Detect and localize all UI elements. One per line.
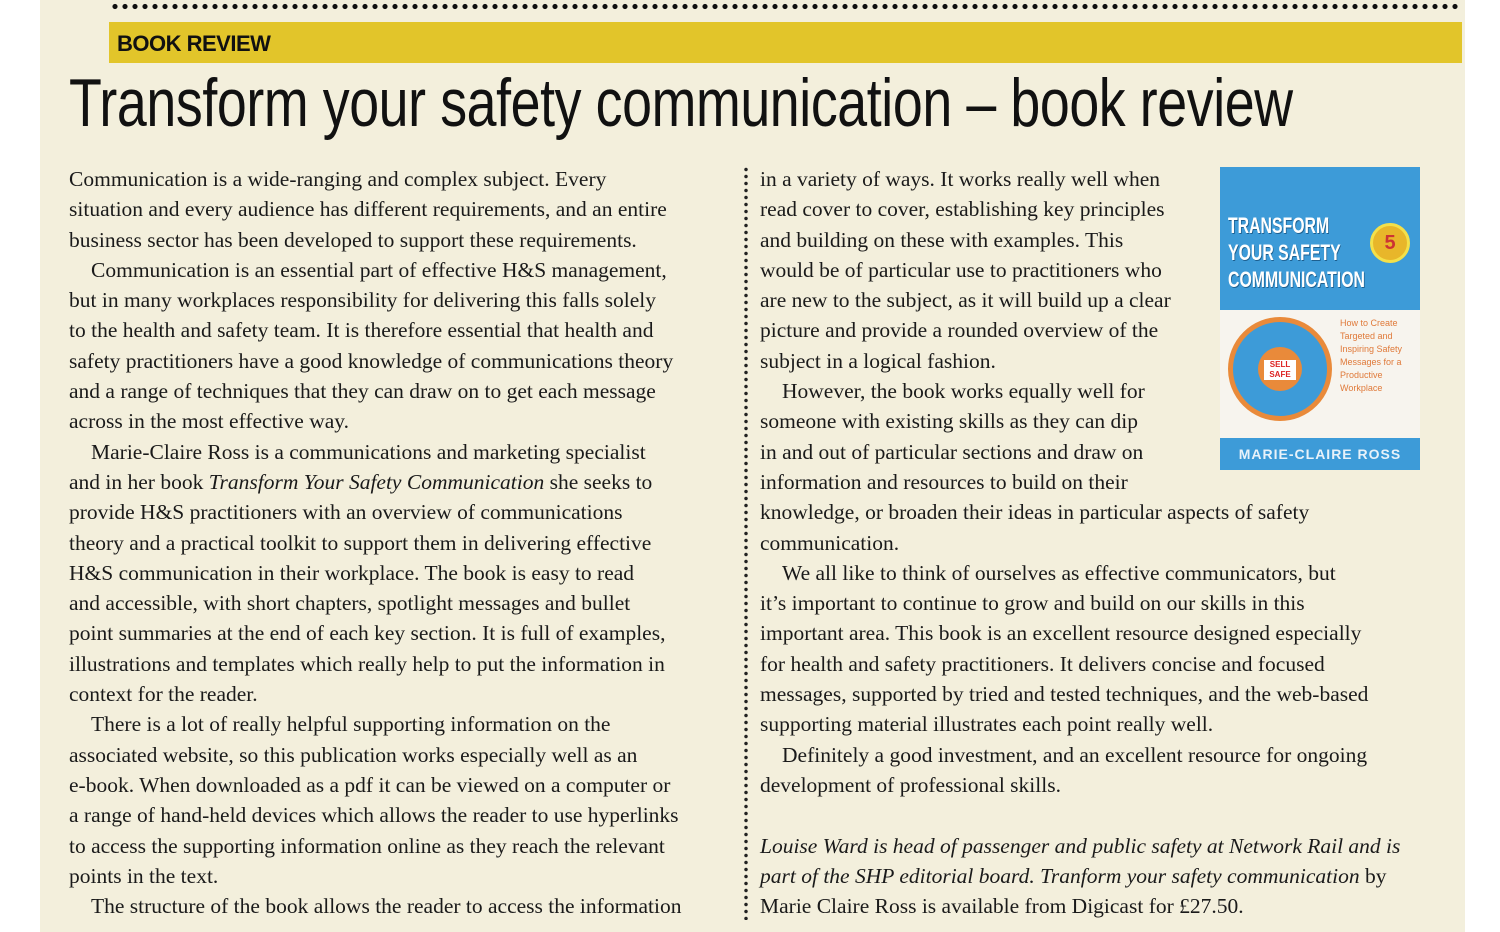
column-divider	[744, 166, 748, 920]
section-label: BOOK REVIEW	[117, 31, 271, 56]
dotted-rule	[110, 3, 1462, 10]
text-line: business sector has been developed to support these requirements.	[69, 227, 637, 252]
cover-badge: 5	[1370, 223, 1410, 263]
text-line: for health and safety practitioners. It delivers concise and focused	[760, 651, 1325, 676]
text-line: to the health and safety team. It is therefore essential that health and	[69, 318, 654, 343]
text-line: and accessible, with short chapters, spotlight messages and bullet	[69, 591, 631, 616]
text-line: across in the most effective way.	[69, 409, 350, 434]
text-line: subject in a logical fashion.	[760, 348, 996, 373]
text-line: someone with existing skills as they can dip	[760, 409, 1138, 434]
italic-text: Louise Ward is head of passenger and public safety at Network Rail and is	[760, 833, 1401, 858]
text-line	[760, 831, 1400, 861]
text-line: Communication is an essential part of effective H&S management,	[91, 257, 667, 282]
text-line: important area. This book is an excellent resource designed especially	[760, 621, 1362, 646]
text-line: but in many workplaces responsibility for delivering this falls solely	[69, 288, 656, 313]
text-line: Definitely a good investment, and an excellent resource for ongoing	[782, 742, 1368, 767]
text-line: a range of hand-held devices which allows the reader to use hyperlinks	[69, 803, 679, 828]
text-line: e-book. When downloaded as a pdf it can be viewed on a computer or	[69, 772, 671, 797]
cover-subtitle: How to Create Targeted and Inspiring Safety Messages for a Productive Workplace	[1340, 318, 1403, 393]
text-line: picture and provide a rounded overview of the	[760, 318, 1159, 343]
text-line: However, the book works equally well for	[782, 379, 1145, 404]
article-column-1	[69, 164, 681, 921]
text-line: associated website, so this publication works especially well as an	[69, 742, 638, 767]
text-line: and building on these with examples. This	[760, 227, 1124, 252]
text-line	[760, 891, 1400, 921]
text-line: would be of particular use to practitioners who	[760, 257, 1162, 282]
text-line: The structure of the book allows the reader to access the information	[91, 894, 682, 919]
text-segment: Marie Claire Ross is available from Digicast for £27.50.	[760, 894, 1244, 919]
text-line	[69, 467, 681, 497]
text-segment: she seeks to	[544, 469, 653, 494]
text-line	[760, 800, 1400, 830]
cover-author: MARIE-CLAIRE ROSS	[1220, 439, 1420, 470]
cover-title-line: TRANSFORM	[1228, 213, 1330, 238]
text-line: it’s important to continue to grow and build on our skills in this	[760, 591, 1305, 616]
text-line: information and resources to build on their	[760, 469, 1128, 494]
cover-sign: SELL SAFE	[1264, 360, 1296, 380]
text-line: H&S communication in their workplace. The book is easy to read	[69, 560, 635, 585]
book-cover-image	[1220, 167, 1420, 470]
text-line: to access the supporting information online as they reach the relevant	[69, 833, 665, 858]
text-line: illustrations and templates which really help to put the information in	[69, 651, 665, 676]
text-line: knowledge, or broaden their ideas in particular aspects of safety	[760, 500, 1310, 525]
text-line: situation and every audience has different requirements, and an entire	[69, 197, 667, 222]
text-line: in a variety of ways. It works really well when	[760, 167, 1161, 191]
text-line: We all like to think of ourselves as effective communicators, but	[782, 560, 1336, 585]
text-line: safety practitioners have a good knowledge of communications theory	[69, 348, 674, 373]
section-band	[109, 22, 1462, 63]
text-line: points in the text.	[69, 863, 219, 888]
article-title: Transform your safety communication – book review	[69, 65, 1293, 141]
text-line: Marie-Claire Ross is a communications and marketing specialist	[91, 439, 646, 464]
text-segment: by	[1359, 863, 1387, 888]
text-line: development of professional skills.	[760, 772, 1061, 797]
cover-title-line: COMMUNICATION	[1228, 267, 1365, 292]
italic-text: Transform Your Safety Communication	[208, 469, 545, 494]
text-line: and a range of techniques that they can draw on to get each message	[69, 379, 656, 404]
text-line: There is a lot of really helpful supporting information on the	[91, 712, 611, 737]
text-line: messages, supported by tried and tested techniques, and the web-based	[760, 682, 1369, 707]
text-line: supporting material illustrates each point really well.	[760, 712, 1214, 737]
text-line: communication.	[760, 530, 900, 555]
text-line: point summaries at the end of each key section. It is full of examples,	[69, 621, 666, 646]
text-line: provide H&S practitioners with an overview of communications	[69, 500, 623, 525]
text-line: are new to the subject, as it will build up a clear	[760, 288, 1171, 313]
cover-title	[1228, 212, 1365, 293]
italic-text: part of the SHP editorial board. Tranform your safety communication	[760, 863, 1360, 888]
text-line: in and out of particular sections and draw on	[760, 439, 1144, 464]
text-line: context for the reader.	[69, 682, 258, 707]
text-line: Communication is a wide-ranging and complex subject. Every	[69, 167, 607, 191]
text-line	[760, 861, 1400, 891]
cover-title-line: YOUR SAFETY	[1228, 240, 1341, 265]
text-line: theory and a practical toolkit to support them in delivering effective	[69, 530, 652, 555]
text-segment: and in her book	[69, 469, 209, 494]
text-line: read cover to cover, establishing key principles	[760, 197, 1165, 222]
